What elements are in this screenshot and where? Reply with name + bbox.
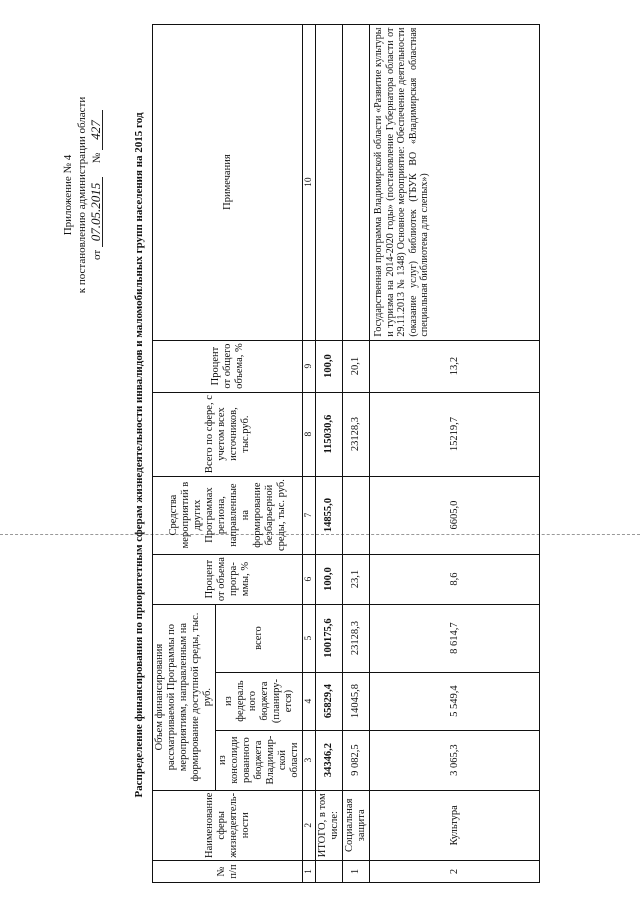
cell-federal: 14045,8 (343, 672, 370, 730)
cell-total-sphere: 115030,6 (316, 392, 343, 476)
header-notes: Примечания (153, 24, 303, 340)
cell-notes (316, 24, 343, 340)
header-federal: из федераль ного бюджета (планиру-ется) (216, 672, 303, 730)
resolution-ref: к постановлению администрации области (76, 96, 88, 294)
table-row (370, 24, 540, 882)
col-num: 7 (303, 476, 316, 554)
cell-percent-total: 20,1 (343, 340, 370, 392)
number-label: № (91, 152, 103, 164)
cell-sphere: Культура (370, 790, 540, 860)
date-number-line (89, 65, 104, 305)
header-percent-total: Процент от общего объема, % (153, 340, 303, 392)
cell-percent-program: 8,6 (370, 554, 540, 604)
col-num: 3 (303, 730, 316, 790)
header-total-sphere: Всего по сфере, с учетом всех источников, тыс.руб. (153, 392, 303, 476)
cell-sphere: ИТОГО, в том числе: (316, 790, 343, 860)
cell-federal: 65829,4 (316, 672, 343, 730)
header-sphere: Наименование сферы жизнедеятель-ности (153, 790, 303, 860)
cell-other-programs: 14855,0 (316, 476, 343, 554)
cell-notes: Государственная программа Владимирской области «Развитие культуры и туризма на 2014-2020 годы» (постановление Губернатора области от 29.11.2013 № 1348) Основное мероприятие: Обеспечение деятельности (оказание услуг) библиотек (ГБУК ВО «Владимирская областная специальная библиотека для слепых») (370, 24, 540, 340)
header-total: всего (216, 604, 303, 672)
cell-federal: 5 549,4 (370, 672, 540, 730)
cell-total-sphere: 23128,3 (343, 392, 370, 476)
col-num: 4 (303, 672, 316, 730)
cell-total: 23128,3 (343, 604, 370, 672)
cell-no (316, 861, 343, 883)
cell-percent-total: 100,0 (316, 340, 343, 392)
cell-consolidated: 34346,2 (316, 730, 343, 790)
header-other-programs: Средства мероприятий в других Программах региона, направленные на формирование безбарьерной среды, тыс. руб. (153, 476, 303, 554)
table-row (316, 24, 343, 882)
from-label: от (91, 249, 103, 260)
cell-other-programs (343, 476, 370, 554)
cell-no: 2 (370, 861, 540, 883)
appendix-label: Приложение № 4 (62, 154, 74, 236)
cell-notes (343, 24, 370, 340)
financing-table (152, 24, 540, 883)
col-num: 2 (303, 790, 316, 860)
col-num: 1 (303, 861, 316, 883)
cell-percent-total: 13,2 (370, 340, 540, 392)
table-row (343, 24, 370, 882)
cell-other-programs: 6605,0 (370, 476, 540, 554)
cell-percent-program: 23,1 (343, 554, 370, 604)
cell-percent-program: 100,0 (316, 554, 343, 604)
cell-sphere: Социальная защита (343, 790, 370, 860)
cell-total: 8 614,7 (370, 604, 540, 672)
cell-total-sphere: 15219,7 (370, 392, 540, 476)
cell-consolidated: 3 065,3 (370, 730, 540, 790)
page-title: Распределение финансирования по приоритетным сферам жизнедеятельности инвалидов и маломобильных групп населения на 2015 год (133, 112, 145, 798)
cell-no: 1 (343, 861, 370, 883)
date-value: 07.05.2015 (89, 177, 103, 247)
col-num: 5 (303, 604, 316, 672)
header-percent-program: Процент от объема програ-ммы, % (153, 554, 303, 604)
header-no: № п/п (153, 861, 303, 883)
col-num: 10 (303, 24, 316, 340)
column-number-row (303, 24, 316, 882)
col-num: 6 (303, 554, 316, 604)
number-value: 427 (89, 110, 103, 150)
cell-total: 100175,6 (316, 604, 343, 672)
header-volume: Объем финансирования рассматриваемой Программы по мероприятиям, направленным на формирование доступной среды, тыс. руб. (153, 604, 216, 790)
header-consolidated: из консолиди рованного бюджета Владимир-ской области (216, 730, 303, 790)
col-num: 8 (303, 392, 316, 476)
col-num: 9 (303, 340, 316, 392)
cell-consolidated: 9 082,5 (343, 730, 370, 790)
